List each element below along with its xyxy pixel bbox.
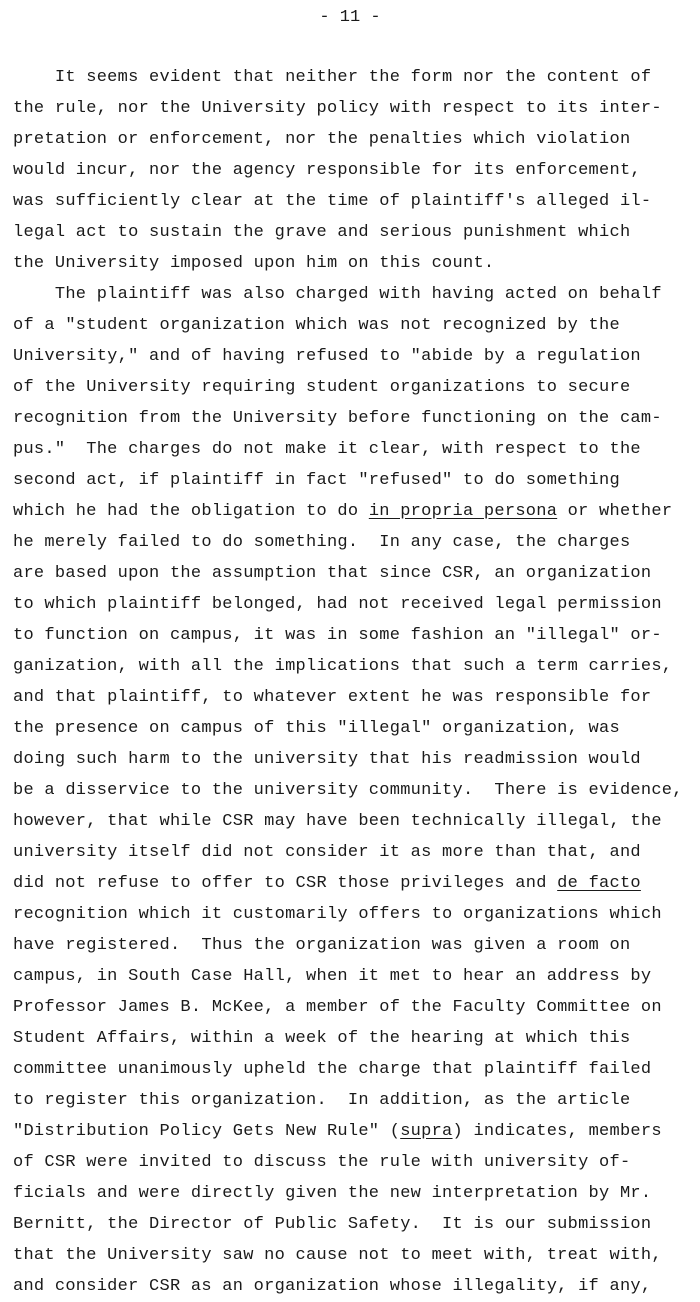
text-segment: ganization, with all the implications that such a term carries,: [13, 657, 673, 676]
text-line: [13, 992, 699, 1023]
text-segment: he merely failed to do something. In any case, the charges: [13, 533, 631, 552]
text-line: [13, 682, 699, 713]
text-line: [13, 372, 699, 403]
text-line: [13, 1209, 699, 1240]
text-line: [13, 868, 699, 899]
text-segment: pretation or enforcement, nor the penalties which violation: [13, 130, 631, 149]
text-line: [13, 899, 699, 930]
text-segment: of CSR were invited to discuss the rule with university of-: [13, 1153, 631, 1172]
text-line: [13, 155, 699, 186]
text-line: [13, 1147, 699, 1178]
text-line: [13, 1054, 699, 1085]
text-line: [13, 465, 699, 496]
text-line: [13, 124, 699, 155]
text-line: [13, 806, 699, 837]
underlined-term: in propria persona: [368, 502, 558, 521]
text-segment: and consider CSR as an organization whose illegality, if any,: [13, 1277, 652, 1296]
text-segment: have registered. Thus the organization was given a room on: [13, 936, 631, 955]
text-segment: Student Affairs, within a week of the hearing at which this: [13, 1029, 631, 1048]
text-line: [13, 217, 699, 248]
text-segment: that the University saw no cause not to meet with, treat with,: [13, 1246, 662, 1265]
text-segment: "Distribution Policy Gets New Rule" (: [13, 1122, 401, 1141]
text-segment: It seems evident that neither the form nor the content of: [13, 68, 652, 87]
text-segment: ) indicates, members: [452, 1122, 662, 1141]
text-line: [13, 651, 699, 682]
text-segment: doing such harm to the university that his readmission would: [13, 750, 641, 769]
text-line: [13, 62, 699, 93]
text-segment: be a disservice to the university community. There is evidence,: [13, 781, 683, 800]
text-line: [13, 1116, 699, 1147]
text-line: [13, 527, 699, 558]
text-segment: ficials and were directly given the new interpretation by Mr.: [13, 1184, 652, 1203]
body-text: [13, 62, 699, 1302]
text-line: [13, 434, 699, 465]
underlined-term: supra: [400, 1122, 453, 1141]
text-line: [13, 1240, 699, 1271]
text-segment: or whether: [557, 502, 673, 521]
text-line: [13, 1023, 699, 1054]
text-line: [13, 186, 699, 217]
text-line: [13, 496, 699, 527]
text-segment: and that plaintiff, to whatever extent he was responsible for: [13, 688, 652, 707]
text-line: [13, 775, 699, 806]
text-segment: committee unanimously upheld the charge that plaintiff failed: [13, 1060, 652, 1079]
text-segment: of the University requiring student organizations to secure: [13, 378, 631, 397]
text-segment: to function on campus, it was in some fashion an "illegal" or-: [13, 626, 662, 645]
text-line: [13, 279, 699, 310]
text-segment: to which plaintiff belonged, had not received legal permission: [13, 595, 662, 614]
text-segment: pus." The charges do not make it clear, with respect to the: [13, 440, 641, 459]
text-line: [13, 837, 699, 868]
text-segment: however, that while CSR may have been technically illegal, the: [13, 812, 662, 831]
text-line: [13, 620, 699, 651]
text-line: [13, 93, 699, 124]
text-line: [13, 930, 699, 961]
text-segment: which he had the obligation to do: [13, 502, 369, 521]
text-line: [13, 589, 699, 620]
text-line: [13, 310, 699, 341]
text-segment: legal act to sustain the grave and serious punishment which: [13, 223, 631, 242]
text-line: [13, 713, 699, 744]
text-line: [13, 1085, 699, 1116]
text-line: [13, 403, 699, 434]
text-segment: are based upon the assumption that since CSR, an organization: [13, 564, 652, 583]
text-segment: second act, if plaintiff in fact "refused" to do something: [13, 471, 620, 490]
text-line: [13, 558, 699, 589]
text-segment: did not refuse to offer to CSR those privileges and: [13, 874, 558, 893]
text-segment: Professor James B. McKee, a member of the Faculty Committee on: [13, 998, 662, 1017]
text-segment: the presence on campus of this "illegal" organization, was: [13, 719, 620, 738]
text-line: [13, 248, 699, 279]
text-segment: University," and of having refused to "abide by a regulation: [13, 347, 641, 366]
text-line: [13, 744, 699, 775]
text-line: [13, 341, 699, 372]
text-segment: Bernitt, the Director of Public Safety. It is our submission: [13, 1215, 652, 1234]
text-segment: would incur, nor the agency responsible for its enforcement,: [13, 161, 641, 180]
text-segment: university itself did not consider it as more than that, and: [13, 843, 641, 862]
text-segment: recognition from the University before functioning on the cam-: [13, 409, 662, 428]
text-segment: campus, in South Case Hall, when it met to hear an address by: [13, 967, 652, 986]
text-line: [13, 961, 699, 992]
text-segment: The plaintiff was also charged with having acted on behalf: [13, 285, 662, 304]
text-segment: recognition which it customarily offers to organizations which: [13, 905, 662, 924]
page-number: - 11 -: [319, 8, 381, 27]
text-line: [13, 1271, 699, 1302]
underlined-term: de facto: [557, 874, 641, 893]
text-segment: was sufficiently clear at the time of plaintiff's alleged il-: [13, 192, 652, 211]
text-segment: the University imposed upon him on this count.: [13, 254, 495, 273]
text-line: [13, 1178, 699, 1209]
text-segment: of a "student organization which was not recognized by the: [13, 316, 620, 335]
text-segment: the rule, nor the University policy with respect to its inter-: [13, 99, 662, 118]
text-segment: to register this organization. In addition, as the article: [13, 1091, 631, 1110]
